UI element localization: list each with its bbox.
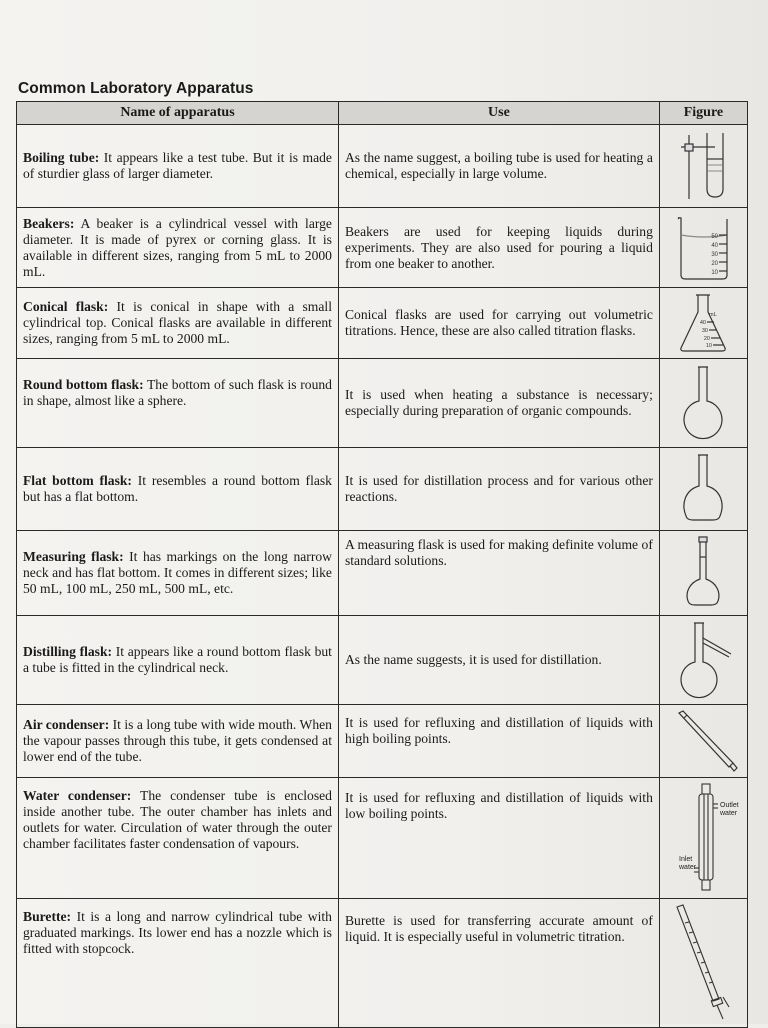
- figure-cell: [659, 125, 747, 208]
- table-row: [17, 359, 748, 448]
- apparatus-description-cell: [17, 448, 339, 531]
- conical-flask-label: 30: [702, 328, 709, 334]
- apparatus-use: Burette is used for transferring accurate amount of liquid. It is especially useful in volumetric titration.: [338, 899, 659, 1028]
- apparatus-description-cell: [17, 125, 339, 208]
- apparatus-use: As the name suggest, a boiling tube is used for heating a chemical, especially in large volume.: [338, 125, 659, 208]
- measuring-flask-icon: [667, 535, 739, 611]
- figure-cell: [659, 616, 747, 705]
- apparatus-name: Flat bottom flask:: [23, 473, 132, 488]
- table-row: [17, 208, 748, 288]
- beaker-mark-label: 40: [711, 242, 719, 249]
- apparatus-use: A measuring flask is used for making definite volume of standard solutions.: [338, 531, 659, 616]
- figure-cell: [659, 448, 747, 531]
- figure-cell: [659, 705, 747, 778]
- apparatus-use: It is used for refluxing and distillation of liquids with low boiling points.: [338, 778, 659, 899]
- apparatus-name: Round bottom flask:: [23, 377, 144, 392]
- apparatus-description-cell: [17, 899, 339, 1028]
- apparatus-description: It is a long and narrow cylindrical tube with graduated markings. Its lower end has a nozzle which is fitted with stopcock.: [23, 909, 332, 956]
- figure-cell: [659, 359, 747, 448]
- beaker-mark-label: 20: [711, 260, 719, 267]
- air-condenser-icon: [667, 709, 739, 773]
- apparatus-use: As the name suggests, it is used for distillation.: [338, 616, 659, 705]
- apparatus-description-cell: [17, 531, 339, 616]
- beaker-mark-label: 10: [711, 269, 719, 276]
- table-header-row: [17, 102, 748, 125]
- burette-icon: [667, 903, 739, 1023]
- boiling-tube-icon: [667, 129, 739, 203]
- apparatus-name: Beakers:: [23, 215, 75, 231]
- apparatus-description: It appears like a test tube. But it is made of sturdier glass of larger diameter.: [23, 150, 332, 181]
- apparatus-use: Conical flasks are used for carrying out volumetric titrations. Hence, these are also called titration flasks.: [338, 288, 659, 359]
- apparatus-description: A beaker is a cylindrical vessel with large diameter. It is made of pyrex or corning glass. It is available in different sizes, ranging from 5 mL to 2000 mL.: [23, 215, 332, 279]
- outlet-label: Outlet: [719, 802, 739, 809]
- apparatus-name: Boiling tube:: [23, 150, 100, 165]
- apparatus-description: The condenser tube is enclosed inside another tube. The outer chamber has inlets and outlets for water. Circulation of water through the outer chamber facilitates faster condensation of vapours.: [23, 788, 332, 851]
- apparatus-description-cell: [17, 208, 339, 288]
- conical-flask-label: 10: [706, 343, 713, 349]
- apparatus-name: Distilling flask:: [23, 644, 113, 659]
- figure-cell: [659, 899, 747, 1028]
- apparatus-name: Water condenser:: [23, 788, 132, 803]
- apparatus-description: It has markings on the long narrow neck and has flat bottom. It comes in different sizes; like 50 mL, 100 mL, 250 mL, 500 mL, etc.: [23, 549, 332, 596]
- apparatus-table: [16, 101, 748, 1028]
- beaker-mark-label: 50: [711, 233, 719, 240]
- flat-bottom-flask-icon: [667, 452, 739, 526]
- apparatus-description-cell: [17, 778, 339, 899]
- inlet-label: water: [678, 864, 697, 871]
- table-row: [17, 899, 748, 1028]
- apparatus-name: Burette:: [23, 909, 72, 924]
- apparatus-description: The bottom of such flask is round in shape, almost like a sphere.: [23, 377, 332, 408]
- apparatus-description: It resembles a round bottom flask but has a flat bottom.: [23, 473, 332, 504]
- column-header-name: Name of apparatus: [17, 102, 339, 125]
- outlet-label: water: [719, 810, 738, 817]
- table-row: [17, 616, 748, 705]
- apparatus-use: It is used for distillation process and for various other reactions.: [338, 448, 659, 531]
- page-heading: Common Laboratory Apparatus: [18, 80, 254, 97]
- figure-cell: [659, 208, 747, 288]
- apparatus-name: Measuring flask:: [23, 549, 124, 564]
- apparatus-description: It is conical in shape with a small cylindrical top. Conical flasks are available in different sizes, ranging from 5 mL to 2000 mL.: [23, 299, 332, 346]
- conical-flask-label: 40: [700, 320, 707, 326]
- distilling-flask-icon: [667, 620, 739, 700]
- apparatus-description-cell: [17, 616, 339, 705]
- table-row: [17, 778, 748, 899]
- apparatus-use: It is used for refluxing and distillation of liquids with high boiling points.: [338, 705, 659, 778]
- apparatus-description: It is a long tube with wide mouth. When the vapour passes through this tube, it gets condensed at lower end of the tube.: [23, 717, 332, 764]
- figure-cell: [659, 531, 747, 616]
- inlet-label: Inlet: [678, 856, 693, 863]
- round-bottom-flask-icon: [667, 363, 739, 443]
- column-header-figure: Figure: [659, 102, 747, 125]
- apparatus-name: Conical flask:: [23, 299, 109, 314]
- figure-cell: [659, 288, 747, 359]
- table-row: [17, 288, 748, 359]
- apparatus-use: Beakers are used for keeping liquids during experiments. They are also used for pouring a liquid from one beaker to another.: [338, 208, 659, 288]
- conical-flask-label: 20: [704, 336, 711, 342]
- apparatus-name: Air condenser:: [23, 717, 110, 732]
- apparatus-description-cell: [17, 359, 339, 448]
- figure-cell: [659, 778, 747, 899]
- table-row: [17, 705, 748, 778]
- conical-flask-icon: [667, 292, 739, 354]
- apparatus-description-cell: [17, 288, 339, 359]
- apparatus-description: It appears like a round bottom flask but a tube is fitted in the cylindrical neck.: [23, 644, 332, 675]
- water-condenser-icon: [666, 782, 744, 894]
- column-header-use: Use: [338, 102, 659, 125]
- beaker-icon: [667, 213, 739, 283]
- table-row: [17, 125, 748, 208]
- apparatus-use: It is used when heating a substance is necessary; especially during preparation of organic compounds.: [338, 359, 659, 448]
- apparatus-description-cell: [17, 705, 339, 778]
- beaker-mark-label: 30: [711, 251, 719, 258]
- conical-flask-label: mL: [709, 312, 718, 318]
- table-row: [17, 531, 748, 616]
- table-row: [17, 448, 748, 531]
